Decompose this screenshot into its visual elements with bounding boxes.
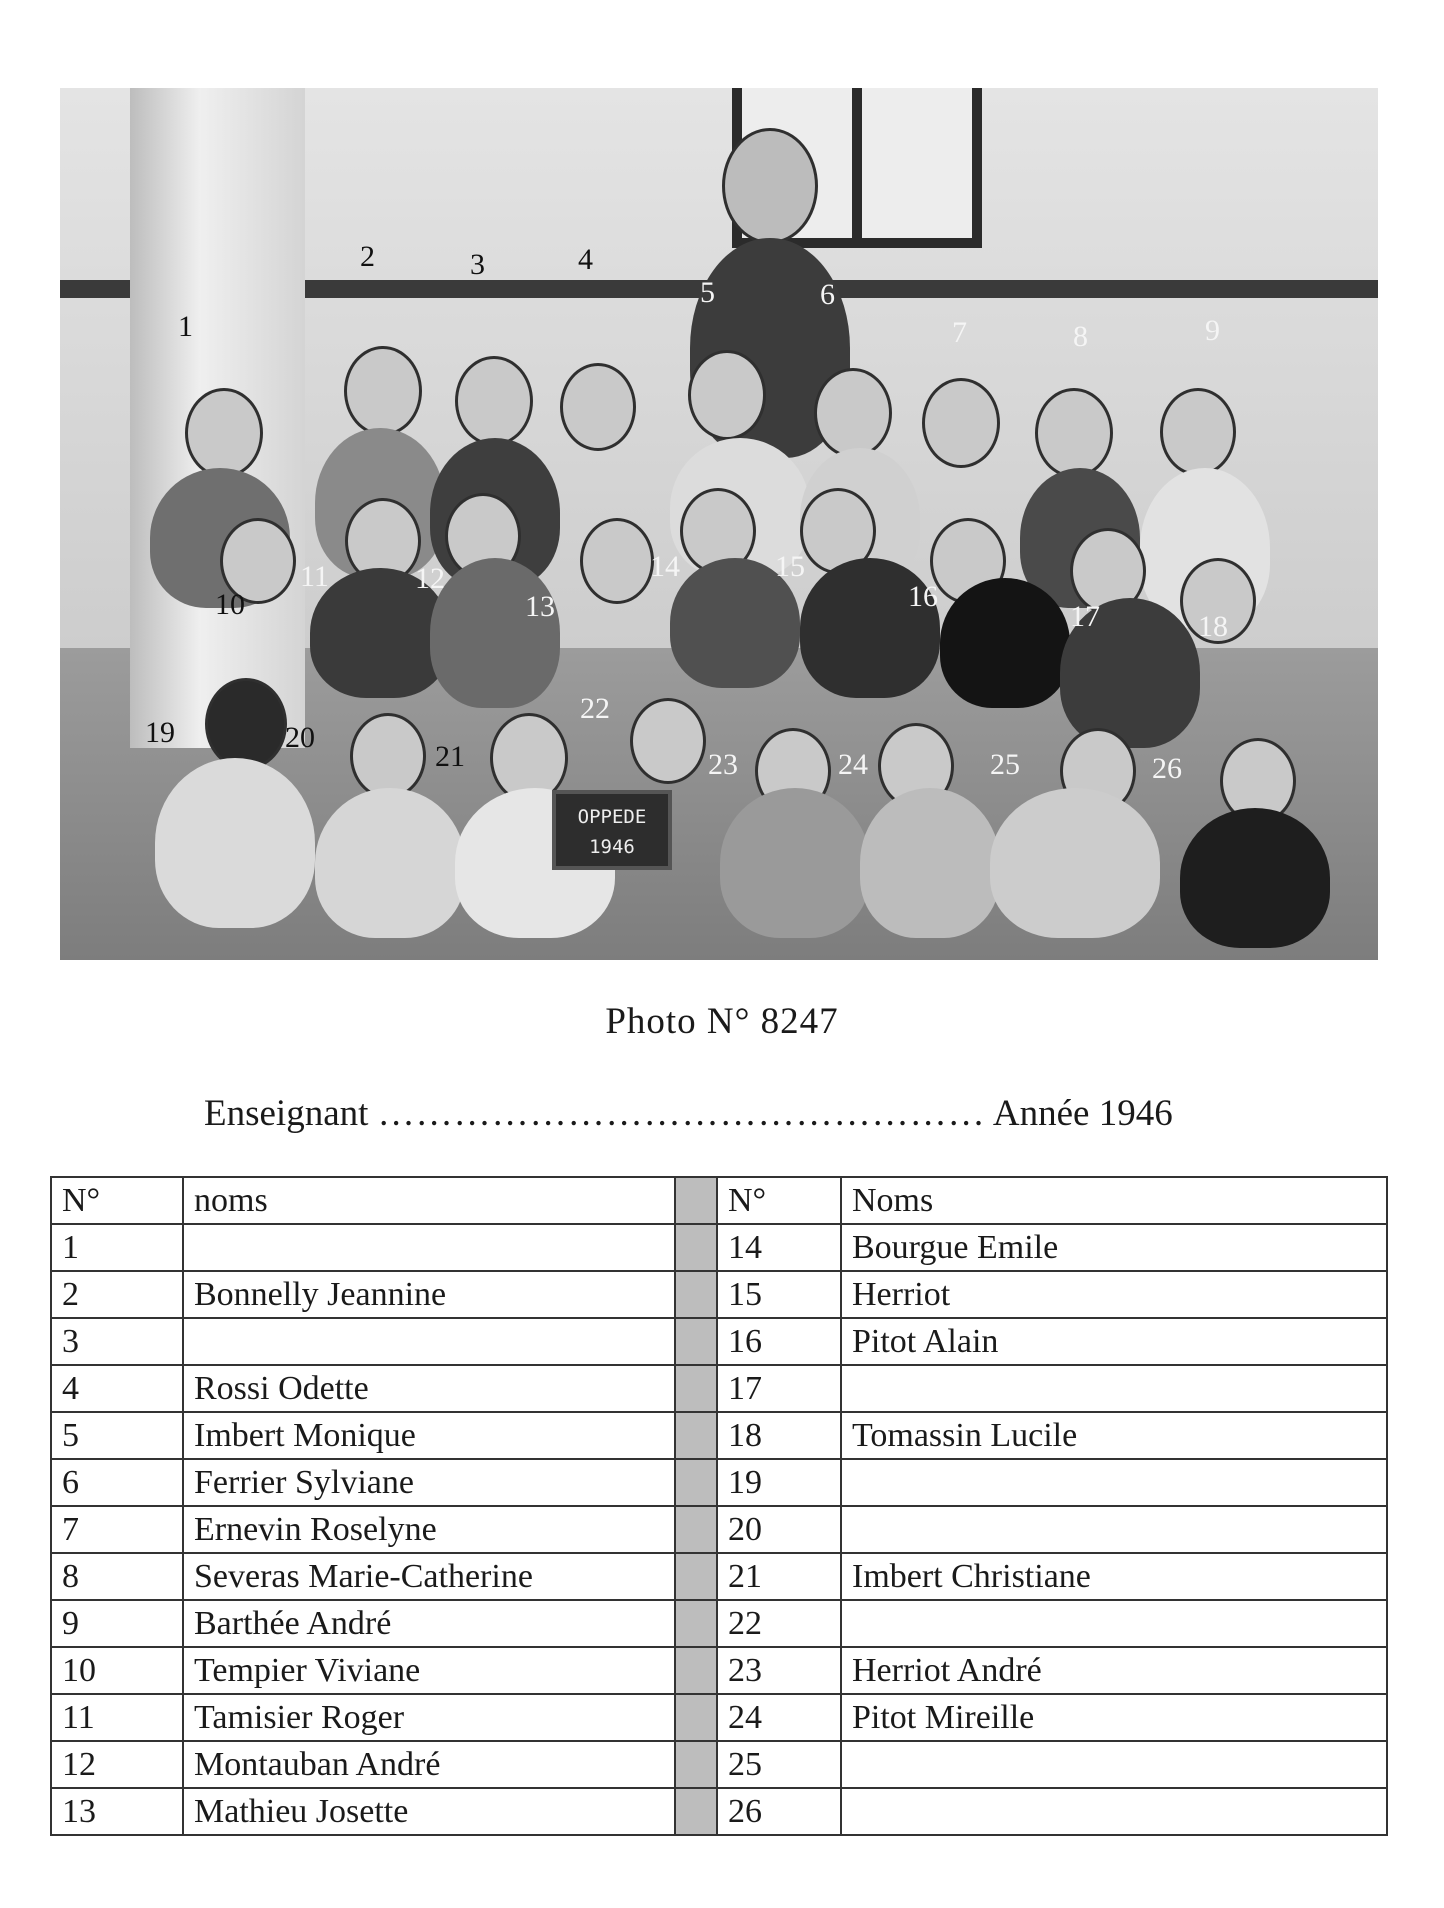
row-number-cell: 19 xyxy=(717,1459,841,1506)
header-cell: noms xyxy=(183,1177,675,1224)
row-number-cell: 11 xyxy=(51,1694,183,1741)
photo-marker: 20 xyxy=(285,721,315,754)
row-name-cell: Herriot André xyxy=(841,1647,1387,1694)
teacher-dots: ………………………………………… xyxy=(377,1093,986,1134)
photo-marker: 15 xyxy=(775,550,805,583)
table-row xyxy=(51,1459,1387,1506)
row-number-cell: 10 xyxy=(51,1647,183,1694)
row-number-cell: 15 xyxy=(717,1271,841,1318)
row-number-cell: 4 xyxy=(51,1365,183,1412)
separator-column xyxy=(675,1459,717,1506)
photo-marker: 11 xyxy=(300,560,329,593)
row-number-cell: 20 xyxy=(717,1506,841,1553)
photo-marker: 24 xyxy=(838,748,868,781)
header-cell: N° xyxy=(717,1177,841,1224)
row-number-cell: 5 xyxy=(51,1412,183,1459)
row-number-cell: 26 xyxy=(717,1788,841,1835)
separator-column xyxy=(675,1271,717,1318)
separator-column xyxy=(675,1318,717,1365)
photo-marker: 25 xyxy=(990,748,1020,781)
photo-marker: 1 xyxy=(178,310,193,343)
row-number-cell: 21 xyxy=(717,1553,841,1600)
photo-marker: 14 xyxy=(650,550,680,583)
row-name-cell xyxy=(841,1506,1387,1553)
child-figure xyxy=(344,346,422,436)
photo-marker: 18 xyxy=(1198,610,1228,643)
table-row xyxy=(51,1224,1387,1271)
row-name-cell: Pitot Mireille xyxy=(841,1694,1387,1741)
child-figure xyxy=(990,788,1160,938)
row-name-cell: Imbert Christiane xyxy=(841,1553,1387,1600)
child-figure xyxy=(922,378,1000,468)
row-name-cell: Pitot Alain xyxy=(841,1318,1387,1365)
photo-marker: 2 xyxy=(360,240,375,273)
row-name-cell xyxy=(183,1224,675,1271)
separator-column xyxy=(675,1224,717,1271)
row-number-cell: 16 xyxy=(717,1318,841,1365)
table-row xyxy=(51,1412,1387,1459)
child-figure xyxy=(580,518,654,604)
separator-column xyxy=(675,1600,717,1647)
child-figure xyxy=(630,698,706,784)
row-name-cell: Tomassin Lucile xyxy=(841,1412,1387,1459)
separator-column xyxy=(675,1741,717,1788)
row-name-cell: Ferrier Sylviane xyxy=(183,1459,675,1506)
child-figure xyxy=(155,758,315,928)
table-row xyxy=(51,1788,1387,1835)
row-name-cell xyxy=(183,1318,675,1365)
table-row xyxy=(51,1647,1387,1694)
separator-column xyxy=(675,1177,717,1224)
photo-marker: 3 xyxy=(470,248,485,281)
row-number-cell: 25 xyxy=(717,1741,841,1788)
row-name-cell: Severas Marie-Catherine xyxy=(183,1553,675,1600)
row-number-cell: 7 xyxy=(51,1506,183,1553)
separator-column xyxy=(675,1553,717,1600)
row-number-cell: 9 xyxy=(51,1600,183,1647)
row-number-cell: 1 xyxy=(51,1224,183,1271)
table-header-row xyxy=(51,1177,1387,1224)
child-figure xyxy=(455,356,533,446)
row-number-cell: 17 xyxy=(717,1365,841,1412)
table-row xyxy=(51,1741,1387,1788)
child-figure xyxy=(800,558,940,698)
row-name-cell: Herriot xyxy=(841,1271,1387,1318)
table-row xyxy=(51,1553,1387,1600)
row-name-cell xyxy=(841,1365,1387,1412)
photo-marker: 7 xyxy=(952,316,967,349)
row-number-cell: 6 xyxy=(51,1459,183,1506)
child-figure xyxy=(940,578,1070,708)
child-figure xyxy=(185,388,263,478)
child-figure xyxy=(1160,388,1236,476)
child-figure xyxy=(1035,388,1113,478)
teacher-figure xyxy=(722,128,818,244)
separator-column xyxy=(675,1506,717,1553)
row-name-cell: Barthée André xyxy=(183,1600,675,1647)
row-number-cell: 14 xyxy=(717,1224,841,1271)
row-name-cell: Mathieu Josette xyxy=(183,1788,675,1835)
table-row xyxy=(51,1694,1387,1741)
slate-line-1: OPPEDE xyxy=(577,806,647,828)
header-cell: Noms xyxy=(841,1177,1387,1224)
row-name-cell xyxy=(841,1741,1387,1788)
child-figure xyxy=(688,350,766,440)
row-name-cell xyxy=(841,1788,1387,1835)
photo-caption: Photo N° 8247 xyxy=(605,1001,839,1042)
photo-marker: 21 xyxy=(435,740,465,773)
photo-marker: 19 xyxy=(145,716,175,749)
photo-marker: 4 xyxy=(578,243,593,276)
separator-column xyxy=(675,1694,717,1741)
child-figure xyxy=(560,363,636,451)
photo-marker: 22 xyxy=(580,692,610,725)
row-number-cell: 8 xyxy=(51,1553,183,1600)
photo-marker: 9 xyxy=(1205,314,1220,347)
separator-column xyxy=(675,1788,717,1835)
row-name-cell: Bourgue Emile xyxy=(841,1224,1387,1271)
row-number-cell: 12 xyxy=(51,1741,183,1788)
photo-marker: 12 xyxy=(415,562,445,595)
row-name-cell: Bonnelly Jeannine xyxy=(183,1271,675,1318)
row-name-cell: Montauban André xyxy=(183,1741,675,1788)
row-number-cell: 23 xyxy=(717,1647,841,1694)
photo-marker: 23 xyxy=(708,748,738,781)
row-name-cell: Ernevin Roselyne xyxy=(183,1506,675,1553)
row-name-cell: Imbert Monique xyxy=(183,1412,675,1459)
table-row xyxy=(51,1506,1387,1553)
child-figure xyxy=(720,788,870,938)
separator-column xyxy=(675,1412,717,1459)
photo-marker: 13 xyxy=(525,590,555,623)
child-figure xyxy=(315,788,465,938)
separator-column xyxy=(675,1365,717,1412)
year-label: Année 1946 xyxy=(992,1093,1173,1134)
slate-sign xyxy=(552,790,672,870)
row-name-cell: Tempier Viviane xyxy=(183,1647,675,1694)
child-figure xyxy=(205,678,287,770)
child-figure xyxy=(1180,808,1330,948)
row-number-cell: 22 xyxy=(717,1600,841,1647)
photo-marker: 10 xyxy=(215,588,245,621)
row-name-cell xyxy=(841,1600,1387,1647)
photo-marker: 17 xyxy=(1070,600,1100,633)
child-figure xyxy=(350,713,426,799)
photo-marker: 26 xyxy=(1152,752,1182,785)
photo-marker: 8 xyxy=(1073,320,1088,353)
photo-marker: 5 xyxy=(700,276,715,309)
child-figure xyxy=(814,368,892,458)
row-number-cell: 18 xyxy=(717,1412,841,1459)
row-number-cell: 13 xyxy=(51,1788,183,1835)
row-number-cell: 24 xyxy=(717,1694,841,1741)
table-row xyxy=(51,1271,1387,1318)
separator-column xyxy=(675,1647,717,1694)
table-row xyxy=(51,1600,1387,1647)
header-cell: N° xyxy=(51,1177,183,1224)
roster-body xyxy=(51,1177,1387,1835)
teacher-line xyxy=(204,1092,1173,1135)
row-name-cell: Tamisier Roger xyxy=(183,1694,675,1741)
class-photo xyxy=(60,88,1378,960)
teacher-label: Enseignant xyxy=(204,1093,369,1134)
table-row xyxy=(51,1318,1387,1365)
roster-table xyxy=(50,1176,1388,1836)
child-figure xyxy=(430,558,560,708)
row-number-cell: 3 xyxy=(51,1318,183,1365)
table-row xyxy=(51,1365,1387,1412)
slate-line-2: 1946 xyxy=(589,836,635,858)
row-number-cell: 2 xyxy=(51,1271,183,1318)
child-figure xyxy=(860,788,1000,938)
photo-marker: 6 xyxy=(820,278,835,311)
row-name-cell: Rossi Odette xyxy=(183,1365,675,1412)
photo-marker: 16 xyxy=(908,580,938,613)
row-name-cell xyxy=(841,1459,1387,1506)
